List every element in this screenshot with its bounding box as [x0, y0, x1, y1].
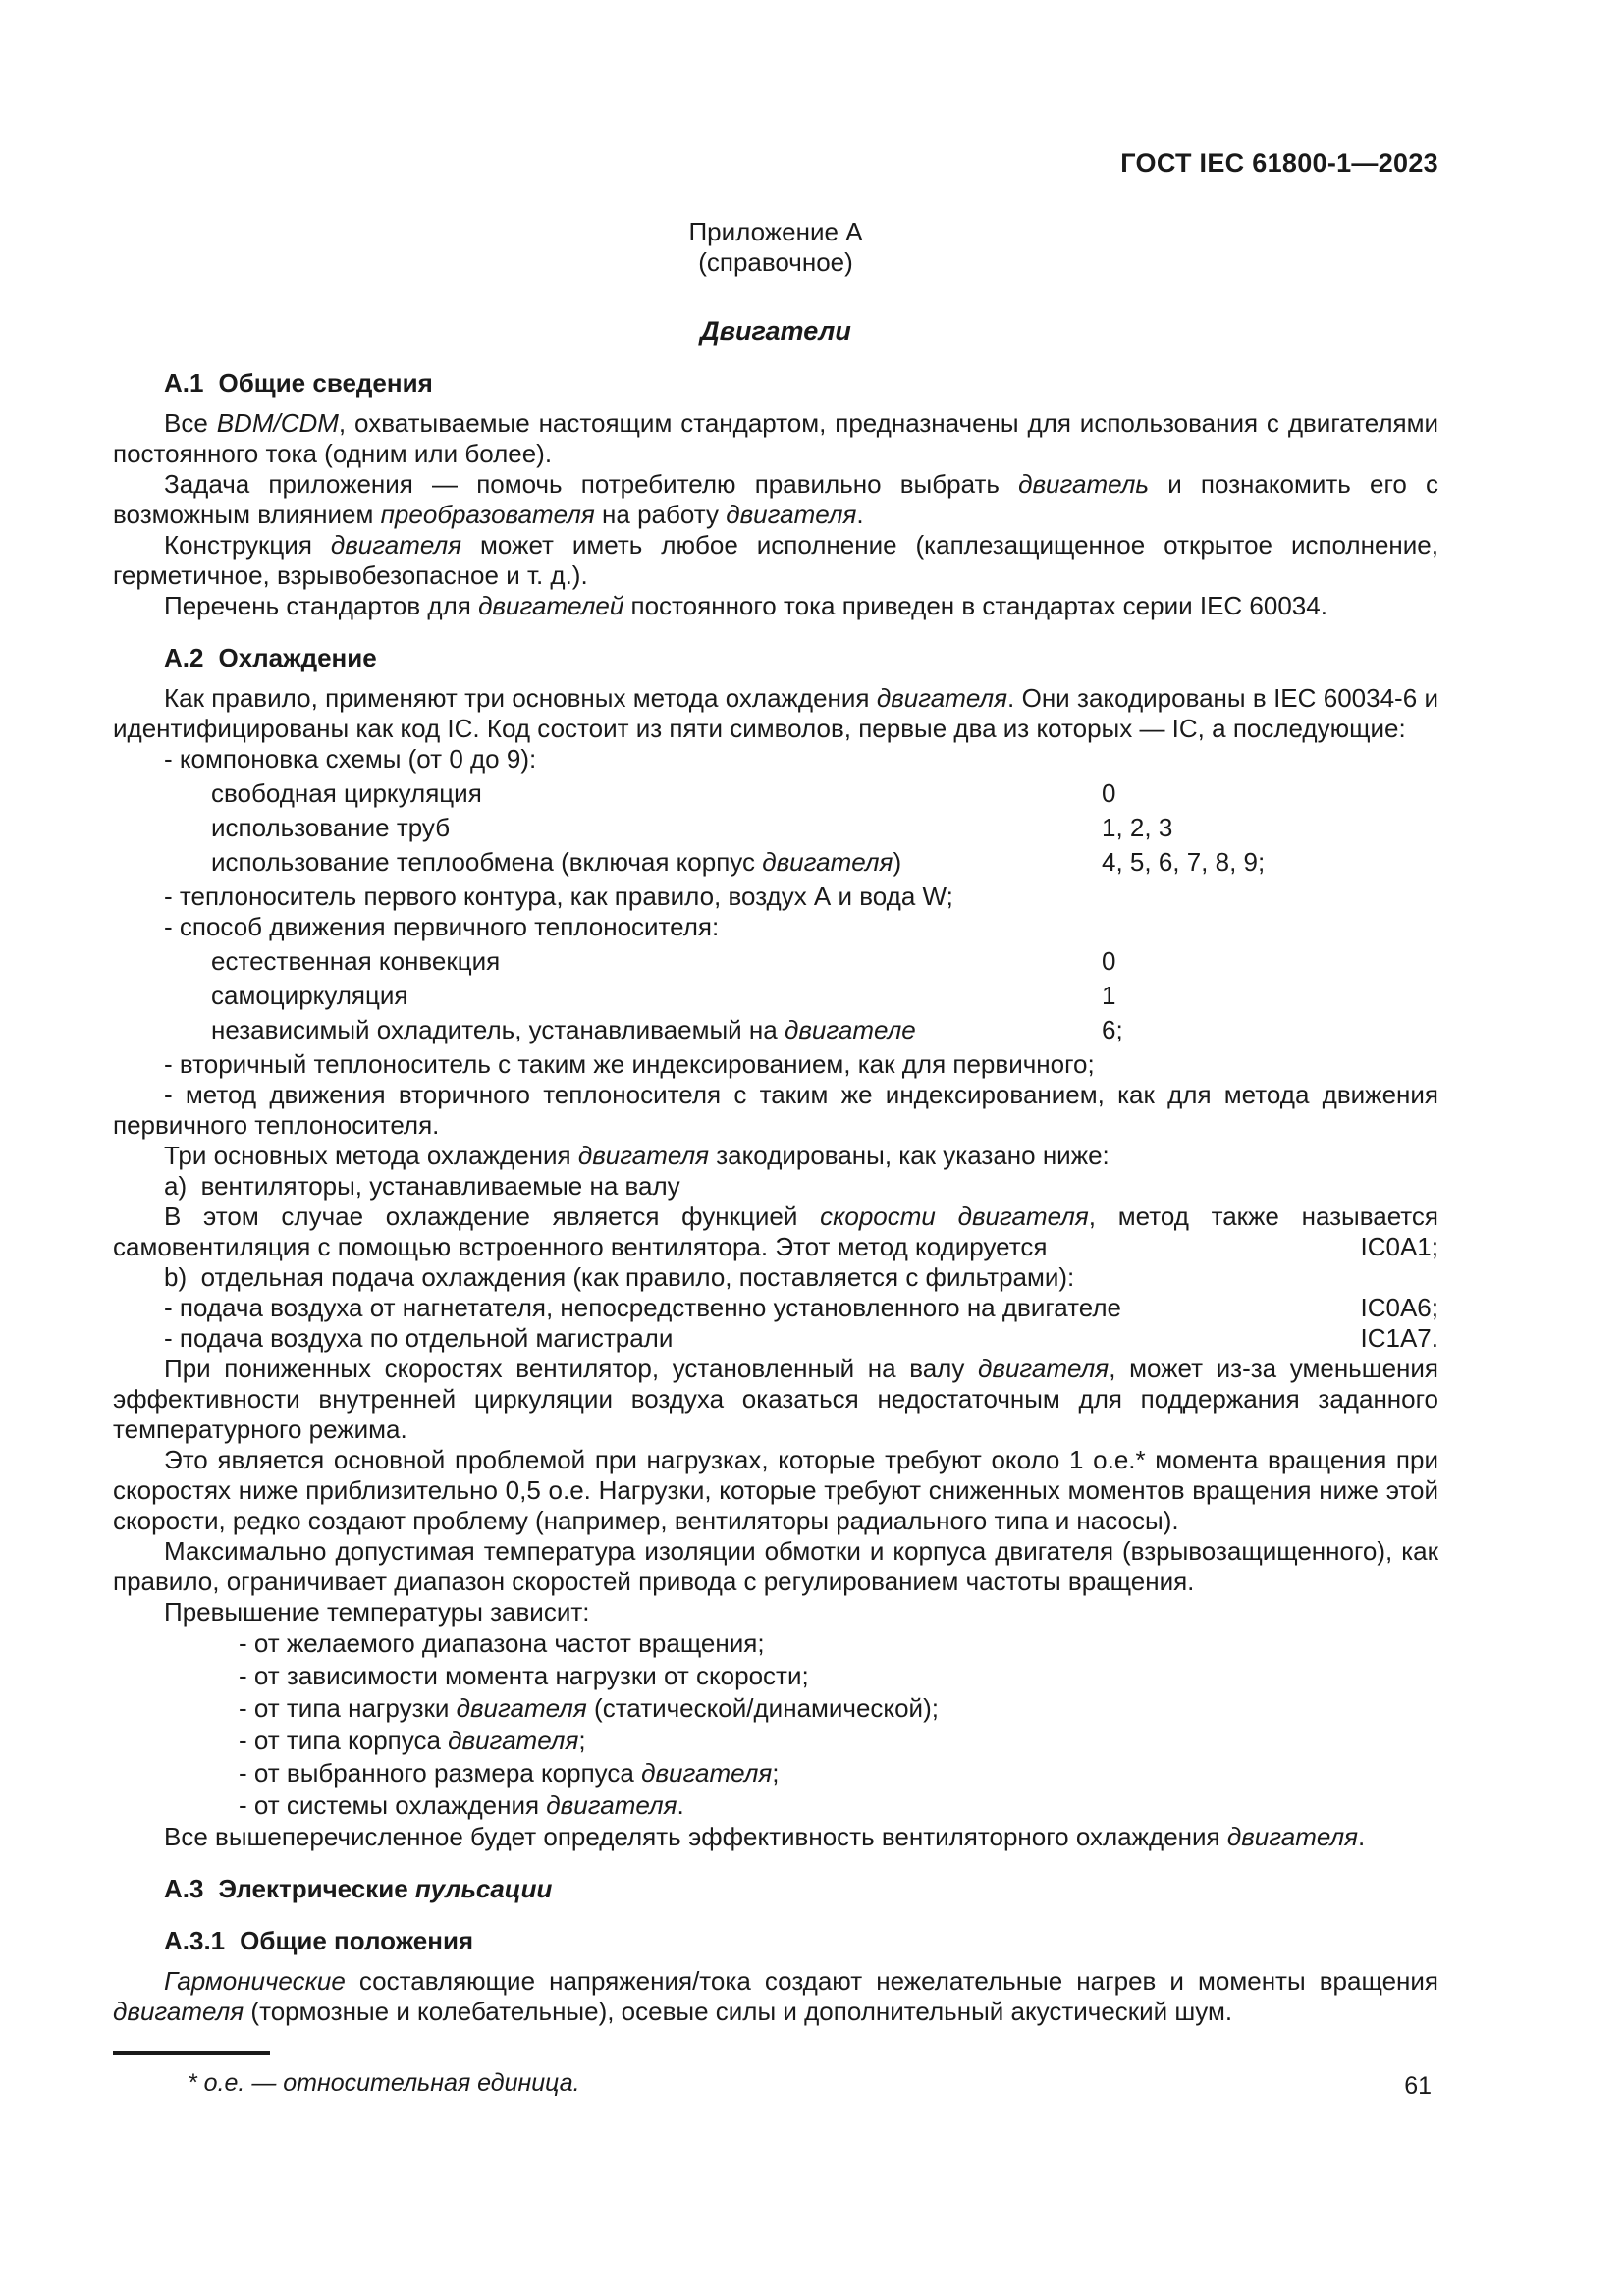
text-segment: Общие сведения	[218, 368, 433, 398]
text-segment: Превышение температуры зависит:	[164, 1597, 590, 1627]
text-segment: Максимально допустимая температура изоляции обмотки и корпуса двигателя (взрывозащищенного), как правило, ограничивает диапазон скоростей привода с регулированием частоты вращения.	[113, 1536, 1438, 1596]
standard-code: ГОСТ IEC 61800-1—2023	[1120, 148, 1438, 178]
list-item	[113, 1660, 1438, 1692]
paragraph	[113, 530, 1438, 591]
paragraph	[113, 1293, 1438, 1323]
code-row	[113, 813, 1438, 843]
footnote-rule	[113, 2051, 270, 2055]
code-row-label	[211, 847, 901, 877]
text-segment: - метод движения вторичного теплоносителя с таким же индексированием, как для метода движения первичного теплоносителя.	[113, 1080, 1438, 1140]
code-row-value: 1	[1102, 981, 1116, 1010]
text-segment: - от выбранного размера корпуса	[239, 1758, 642, 1788]
section-number: А.1	[164, 368, 204, 398]
text-segment: преобразователя	[380, 500, 595, 529]
text-segment: Как правило, применяют три основных метода охлаждения	[164, 683, 877, 713]
code-row	[113, 946, 1438, 977]
text-segment: Электрические	[218, 1874, 415, 1903]
text-segment: Задача приложения — помочь потребителю правильно выбрать	[164, 469, 1019, 499]
paragraph	[113, 469, 1438, 530]
paragraph	[113, 1080, 1438, 1141]
text-segment: закодированы, как указано ниже:	[709, 1141, 1110, 1170]
text-segment: - от системы охлаждения	[239, 1790, 547, 1820]
code-row	[113, 1015, 1438, 1045]
page-number: 61	[1404, 2072, 1432, 2100]
paragraph	[113, 1966, 1438, 2027]
text-segment: пульсации	[414, 1874, 553, 1903]
paragraph	[113, 408, 1438, 469]
text-segment: - подача воздуха от нагнетателя, непосредственно установленного на двигателе	[164, 1293, 1122, 1322]
code-row-label	[211, 813, 450, 842]
section-heading	[113, 368, 1438, 399]
paragraph	[113, 683, 1438, 744]
section-number: А.2	[164, 643, 204, 672]
code-row	[113, 847, 1438, 878]
paragraph	[113, 1201, 1438, 1262]
paragraph	[113, 1445, 1438, 1536]
text-segment: .	[1358, 1822, 1366, 1851]
text-segment: естественная конвекция	[211, 946, 501, 976]
text-segment: двигателя	[762, 847, 893, 877]
code-row-value: 0	[1102, 946, 1116, 976]
text-segment: - подача воздуха по отдельной магистрали	[164, 1323, 674, 1353]
text-segment: Все	[164, 408, 217, 438]
text-segment: двигателя	[330, 530, 462, 560]
text-segment: - от зависимости момента нагрузки от скорости;	[239, 1661, 809, 1690]
text-segment: двигателя	[726, 500, 857, 529]
paragraph	[113, 1262, 1438, 1293]
code-row-value: 1, 2, 3	[1102, 813, 1173, 842]
section-heading	[113, 1874, 1438, 1904]
text-segment: использование труб	[211, 813, 451, 842]
appendix-label: Приложение А	[688, 217, 863, 246]
text-segment: , может из-за уменьшения эффективности внутренней циркуляции воздуха оказаться недостаточным для поддержания заданного температурного режима.	[113, 1354, 1438, 1444]
text-segment: Общие положения	[240, 1926, 474, 1955]
paragraph	[113, 1171, 1438, 1201]
text-segment: b) отдельная подача охлаждения (как правило, поставляется с фильтрами):	[164, 1262, 1075, 1292]
text-segment: Перечень стандартов для	[164, 591, 479, 620]
code-row-value: 0	[1102, 778, 1116, 808]
text-segment: , охватываемые настоящим стандартом, предназначены для использования с двигателями постоянного тока (одним или более).	[113, 408, 1438, 468]
text-segment: скорости двигателя	[820, 1201, 1089, 1231]
text-segment: - от желаемого диапазона частот вращения;	[239, 1629, 765, 1658]
paragraph	[113, 744, 1438, 774]
text-segment: составляющие напряжения/тока создают нежелательные нагрев и моменты вращения	[345, 1966, 1438, 1996]
text-segment: свободная циркуляция	[211, 778, 482, 808]
text-segment: - способ движения первичного теплоносителя:	[164, 912, 720, 941]
text-segment: двигателя	[113, 1997, 244, 2026]
text-segment: двигателя	[456, 1693, 587, 1723]
paragraph	[113, 912, 1438, 942]
text-segment: двигателей	[478, 591, 624, 620]
text-segment: ;	[578, 1726, 586, 1755]
appendix-title: Двигатели	[700, 316, 851, 346]
code-row-label	[211, 981, 408, 1010]
text-segment: Охлаждение	[218, 643, 377, 672]
list-item	[113, 1692, 1438, 1725]
text-segment: - от типа нагрузки	[239, 1693, 457, 1723]
text-segment: ;	[772, 1758, 780, 1788]
text-segment: на работу	[594, 500, 727, 529]
paragraph	[113, 1536, 1438, 1597]
text-segment: Все вышеперечисленное будет определять эффективность вентиляторного охлаждения	[164, 1822, 1227, 1851]
code-row-value: 6;	[1102, 1015, 1123, 1044]
text-segment: двигателя	[448, 1726, 579, 1755]
list-item	[113, 1725, 1438, 1757]
text-segment: двигателе	[784, 1015, 916, 1044]
text-segment: (статической/динамической);	[586, 1693, 939, 1723]
text-segment: Конструкция	[164, 530, 331, 560]
text-segment: Три основных метода охлаждения	[164, 1141, 578, 1170]
text-segment: двигателя	[577, 1141, 710, 1170]
text-segment: В этом случае охлаждение является функцией	[164, 1201, 821, 1231]
text-segment: постоянного тока приведен в стандартах серии IEC 60034.	[623, 591, 1327, 620]
text-segment: двигатель	[1018, 469, 1150, 499]
text-segment: .	[677, 1790, 684, 1820]
list-item	[113, 1789, 1438, 1822]
list-item	[113, 1757, 1438, 1789]
paragraph	[113, 1822, 1438, 1852]
text-segment: и познакомить его с возможным влиянием	[113, 469, 1438, 529]
section-number: А.3.1	[164, 1926, 226, 1955]
code-row-label	[211, 1015, 916, 1044]
paragraph	[113, 1354, 1438, 1445]
paragraph	[113, 1323, 1438, 1354]
code-row-label	[211, 778, 482, 808]
ic-code: IC0A6;	[1360, 1293, 1438, 1322]
text-segment: двигателя	[876, 683, 1008, 713]
paragraph	[113, 1141, 1438, 1171]
code-row-label	[211, 946, 500, 976]
text-segment: - компоновка схемы (от 0 до 9):	[164, 744, 537, 774]
text-segment: двигателя	[1226, 1822, 1359, 1851]
footnote	[113, 2051, 1438, 2099]
text-segment: может иметь любое исполнение (каплезащищенное открытое исполнение, герметичное, взрывобезопасное и т. д.).	[113, 530, 1438, 590]
code-row	[113, 981, 1438, 1011]
section-heading	[113, 643, 1438, 673]
text-segment: независимый охладитель, устанавливаемый на	[211, 1015, 785, 1044]
text-segment: - теплоноситель первого контура, как правило, воздух А и вода W;	[164, 881, 953, 911]
text-segment: двигателя	[641, 1758, 773, 1788]
footnote-text: * о.е. — относительная единица.	[188, 2069, 580, 2097]
page-content	[113, 147, 1438, 2099]
section-number: А.3	[164, 1874, 204, 1903]
text-segment: Гармонические	[164, 1966, 346, 1996]
ic-code: IC1A7.	[1360, 1323, 1438, 1353]
appendix-subtitle: (справочное)	[698, 247, 853, 277]
text-segment: двигателя	[546, 1790, 677, 1820]
text-segment: двигателя	[978, 1354, 1110, 1383]
text-segment: самоциркуляция	[211, 981, 408, 1010]
list-item	[113, 1628, 1438, 1660]
ic-code: IC0A1;	[1360, 1232, 1438, 1261]
paragraph	[113, 1049, 1438, 1080]
text-segment: - от типа корпуса	[239, 1726, 449, 1755]
text-segment: использование теплообмена (включая корпус	[211, 847, 763, 877]
paragraph	[113, 881, 1438, 912]
body-text	[113, 368, 1438, 2027]
text-segment: a) вентиляторы, устанавливаемые на валу	[164, 1171, 680, 1201]
code-row-value: 4, 5, 6, 7, 8, 9;	[1102, 847, 1266, 877]
paragraph	[113, 1597, 1438, 1628]
text-segment: При пониженных скоростях вентилятор, установленный на валу	[164, 1354, 978, 1383]
text-segment: .	[856, 500, 864, 529]
text-segment: Это является основной проблемой при нагрузках, которые требуют около 1 о.е.* момента вращения при скоростях ниже приблизительно 0,5 о.е. Нагрузки, которые требуют сниженных моментов вращения ниже этой скорости, редко создают проблему (например, вентиляторы радиального типа и насосы).	[113, 1445, 1438, 1535]
text-segment: (тормозные и колебательные), осевые силы и дополнительный акустический шум.	[244, 1997, 1233, 2026]
text-segment: BDM/CDM	[216, 408, 339, 438]
text-segment: - вторичный теплоноситель с таким же индексированием, как для первичного;	[164, 1049, 1095, 1079]
section-heading	[113, 1926, 1438, 1956]
text-segment: . Они закодированы в IEC 60034-6 и идентифицированы как код IC. Код состоит из пяти символов, первые два из которых — IC, а последующие:	[113, 683, 1439, 743]
code-row	[113, 778, 1438, 809]
paragraph	[113, 591, 1438, 621]
text-segment: )	[893, 847, 902, 877]
text-segment: , метод также называется самовентиляция с помощью встроенного вентилятора. Этот метод кодируется	[113, 1201, 1438, 1261]
